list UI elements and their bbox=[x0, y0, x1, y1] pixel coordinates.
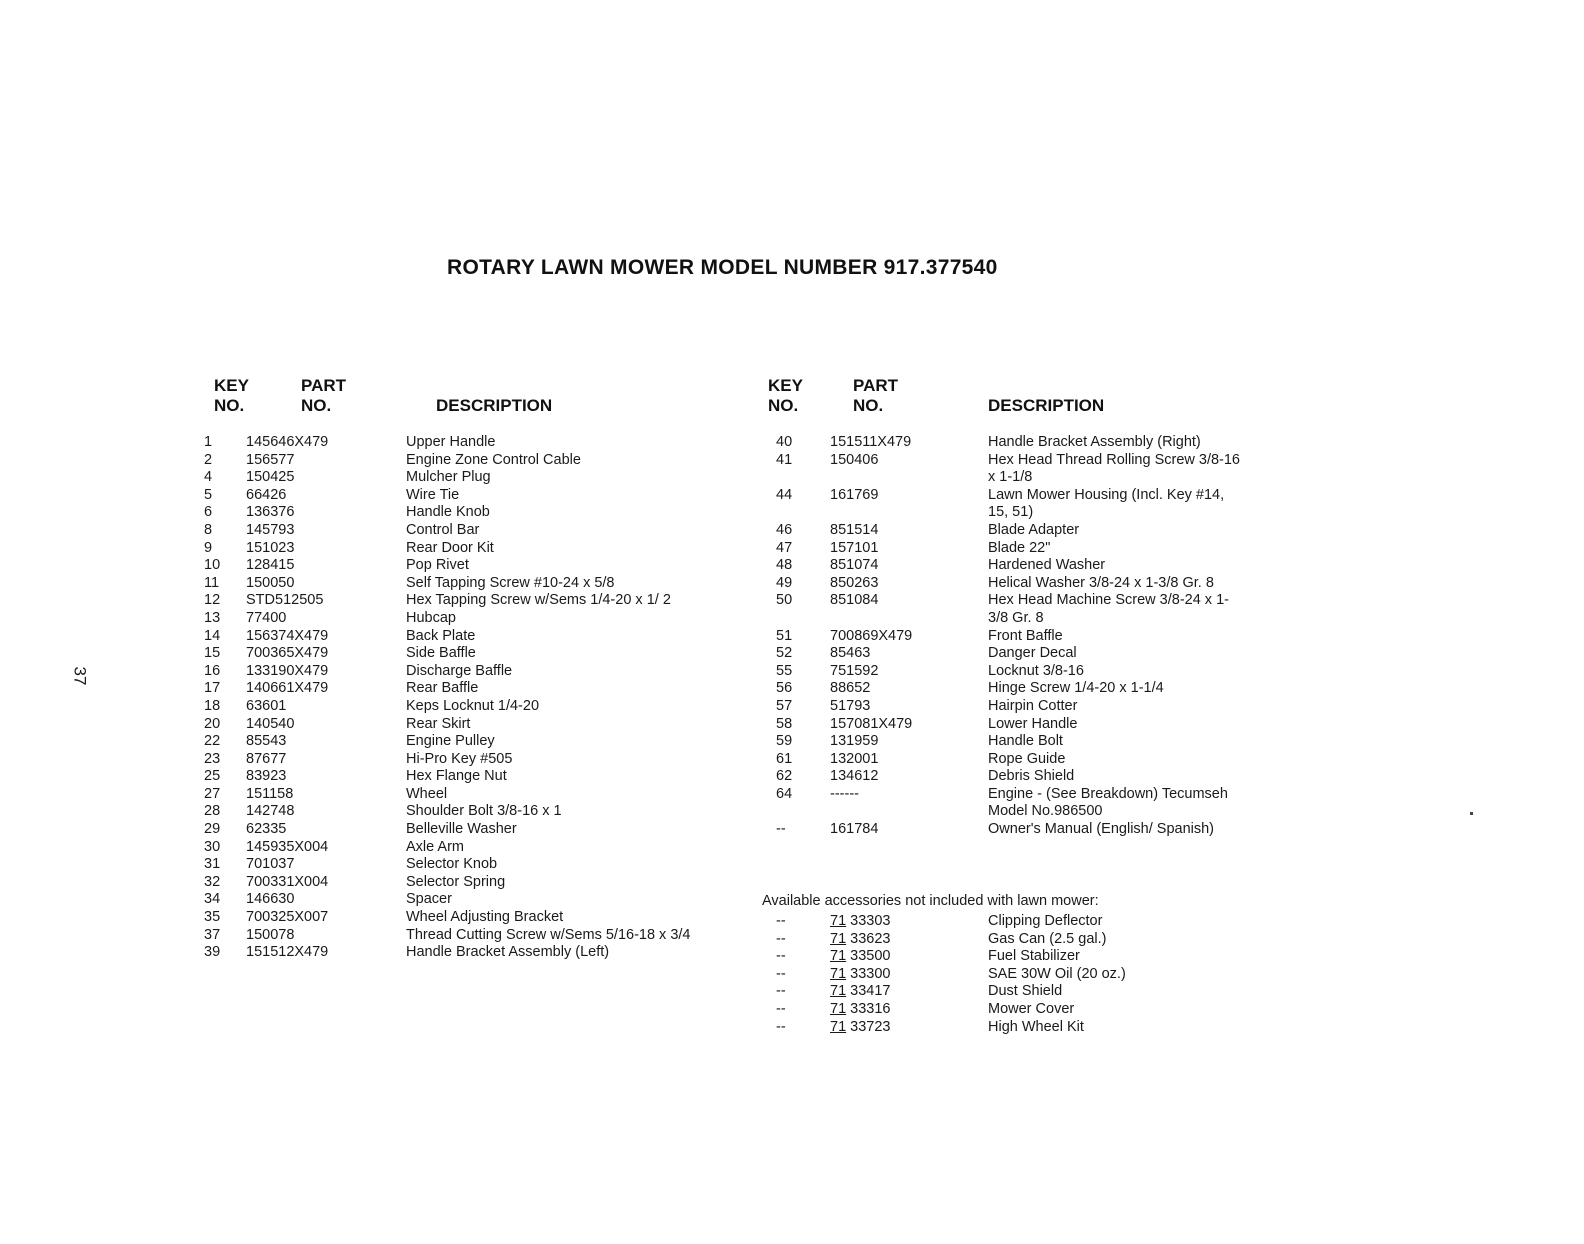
key-number: -- bbox=[776, 930, 786, 947]
table-row bbox=[776, 751, 1248, 769]
right-description-header: DESCRIPTION bbox=[988, 396, 1105, 415]
description: Wheel Adjusting Bracket bbox=[406, 909, 564, 926]
key-number: 5 bbox=[204, 486, 213, 503]
accessory-row bbox=[776, 948, 1248, 966]
part-number: 62335 bbox=[246, 821, 287, 838]
accessory-row bbox=[776, 1001, 1248, 1019]
part-number: 150406 bbox=[830, 451, 879, 468]
part-no-header-label: NO. bbox=[853, 396, 884, 415]
part-number: 851514 bbox=[830, 521, 879, 538]
part-prefix: 71 bbox=[830, 965, 847, 982]
part-number: 700869X479 bbox=[830, 627, 913, 644]
page-title: ROTARY LAWN MOWER MODEL NUMBER 917.377540 bbox=[447, 256, 998, 279]
description: Selector Knob bbox=[406, 856, 498, 873]
key-number: 29 bbox=[204, 821, 221, 838]
part-number bbox=[830, 913, 891, 931]
description: Hex Head Machine Screw 3/8-24 x 1-3/8 Gr. 8 bbox=[988, 592, 1229, 626]
description: Hardened Washer bbox=[988, 557, 1106, 574]
table-row bbox=[204, 540, 706, 558]
description: Axle Arm bbox=[406, 838, 465, 855]
key-number: 1 bbox=[204, 434, 213, 450]
table-row bbox=[204, 944, 706, 962]
table-row bbox=[204, 557, 706, 575]
key-number: 47 bbox=[776, 539, 793, 556]
part-number: 151511X479 bbox=[830, 434, 912, 450]
key-number: 56 bbox=[776, 680, 793, 697]
description: Owner's Manual (English/ Spanish) bbox=[988, 821, 1215, 838]
table-row bbox=[204, 663, 706, 681]
part-number: 851084 bbox=[830, 592, 879, 609]
table-row bbox=[776, 592, 1248, 627]
part-number: 140540 bbox=[246, 715, 295, 732]
key-number: 41 bbox=[776, 451, 793, 468]
key-number: 30 bbox=[204, 838, 221, 855]
part-number: 77400 bbox=[246, 609, 287, 626]
left-parts-table bbox=[204, 434, 706, 962]
description: Mower Cover bbox=[988, 1000, 1075, 1017]
description: Handle Knob bbox=[406, 504, 490, 521]
key-number: 57 bbox=[776, 697, 793, 714]
key-number: -- bbox=[776, 965, 786, 982]
part-number: 85463 bbox=[830, 645, 871, 662]
description: Handle Bolt bbox=[988, 733, 1063, 750]
part-suffix: 33417 bbox=[850, 983, 891, 1000]
left-key-header bbox=[214, 376, 249, 416]
table-row bbox=[204, 522, 706, 540]
key-number: 44 bbox=[776, 486, 793, 503]
part-number: 161769 bbox=[830, 486, 879, 503]
table-row bbox=[204, 716, 706, 734]
table-row bbox=[204, 821, 706, 839]
part-number: 156374X479 bbox=[246, 627, 329, 644]
description: Wire Tie bbox=[406, 486, 460, 503]
description: Rear Door Kit bbox=[406, 539, 494, 556]
part-number bbox=[830, 1019, 891, 1037]
description: Engine Zone Control Cable bbox=[406, 451, 581, 468]
accessory-row bbox=[776, 983, 1248, 1001]
key-number: -- bbox=[776, 983, 786, 1000]
part-header-label: PART bbox=[853, 376, 899, 395]
key-number: 6 bbox=[204, 504, 213, 521]
table-row bbox=[204, 768, 706, 786]
part-number: 142748 bbox=[246, 803, 295, 820]
part-number: 701037 bbox=[246, 856, 295, 873]
table-row bbox=[776, 645, 1248, 663]
part-number: 851074 bbox=[830, 557, 879, 574]
key-number: 58 bbox=[776, 715, 793, 732]
part-suffix: 33300 bbox=[850, 965, 891, 982]
part-prefix: 71 bbox=[830, 983, 847, 1000]
description: Discharge Baffle bbox=[406, 662, 513, 679]
table-row bbox=[776, 716, 1248, 734]
part-number: ------ bbox=[830, 785, 859, 802]
description: Upper Handle bbox=[406, 434, 496, 450]
accessory-row bbox=[776, 913, 1248, 931]
table-row bbox=[776, 540, 1248, 558]
table-row bbox=[204, 909, 706, 927]
accessories-table bbox=[776, 913, 1248, 1036]
description: Hex Tapping Screw w/Sems 1/4-20 x 1/ 2 bbox=[406, 592, 671, 609]
part-prefix: 71 bbox=[830, 948, 847, 965]
part-number: 87677 bbox=[246, 750, 287, 767]
description: Hubcap bbox=[406, 609, 456, 626]
part-number: 151023 bbox=[246, 539, 295, 556]
key-number: 62 bbox=[776, 768, 793, 785]
table-row bbox=[776, 786, 1248, 821]
table-row bbox=[204, 927, 706, 945]
part-number: 134612 bbox=[830, 768, 879, 785]
part-prefix: 71 bbox=[830, 1000, 847, 1017]
description: Blade Adapter bbox=[988, 521, 1080, 538]
part-number: 161784 bbox=[830, 821, 879, 838]
table-row bbox=[204, 469, 706, 487]
table-row bbox=[776, 628, 1248, 646]
part-number: 140661X479 bbox=[246, 680, 329, 697]
key-number: 11 bbox=[204, 574, 220, 591]
description: Hairpin Cotter bbox=[988, 697, 1078, 714]
key-number: 64 bbox=[776, 785, 793, 802]
part-number: 850263 bbox=[830, 574, 879, 591]
description: Rear Skirt bbox=[406, 715, 471, 732]
part-number: 145646X479 bbox=[246, 434, 329, 450]
table-row bbox=[204, 592, 706, 610]
part-number: 83923 bbox=[246, 768, 287, 785]
table-row bbox=[204, 733, 706, 751]
part-suffix: 33500 bbox=[850, 948, 891, 965]
key-number: 31 bbox=[204, 856, 221, 873]
part-number: 63601 bbox=[246, 697, 287, 714]
left-description-header: DESCRIPTION bbox=[436, 396, 553, 415]
description: Mulcher Plug bbox=[406, 469, 491, 486]
description: Clipping Deflector bbox=[988, 913, 1103, 929]
table-row bbox=[776, 663, 1248, 681]
description: Blade 22" bbox=[988, 539, 1051, 556]
part-number: 66426 bbox=[246, 486, 287, 503]
description: Selector Spring bbox=[406, 873, 506, 890]
key-number: 23 bbox=[204, 750, 221, 767]
part-number: 157101 bbox=[830, 539, 879, 556]
description: Rope Guide bbox=[988, 750, 1066, 767]
table-row bbox=[204, 680, 706, 698]
key-number: -- bbox=[776, 1018, 786, 1035]
key-number: 49 bbox=[776, 574, 793, 591]
description: High Wheel Kit bbox=[988, 1018, 1084, 1035]
part-number: 151512X479 bbox=[246, 944, 329, 961]
table-row bbox=[204, 786, 706, 804]
description: Engine Pulley bbox=[406, 733, 495, 750]
description: Shoulder Bolt 3/8-16 x 1 bbox=[406, 803, 562, 820]
table-row bbox=[776, 434, 1248, 452]
part-number: 136376 bbox=[246, 504, 295, 521]
description: Danger Decal bbox=[988, 645, 1077, 662]
table-row bbox=[776, 522, 1248, 540]
part-no-header-label: NO. bbox=[301, 396, 332, 415]
key-number: 59 bbox=[776, 733, 793, 750]
part-number: 157081X479 bbox=[830, 715, 913, 732]
key-number: 13 bbox=[204, 609, 221, 626]
part-number: 751592 bbox=[830, 662, 879, 679]
key-number: 20 bbox=[204, 715, 221, 732]
table-row bbox=[204, 645, 706, 663]
part-header-label: PART bbox=[301, 376, 347, 395]
key-number: 46 bbox=[776, 521, 793, 538]
part-number bbox=[830, 966, 891, 984]
description: Helical Washer 3/8-24 x 1-3/8 Gr. 8 bbox=[988, 574, 1214, 591]
key-number: 10 bbox=[204, 557, 221, 574]
part-prefix: 71 bbox=[830, 1018, 847, 1035]
description: Control Bar bbox=[406, 521, 480, 538]
scan-speck bbox=[1470, 812, 1473, 815]
part-number: 150078 bbox=[246, 926, 295, 943]
part-number: 133190X479 bbox=[246, 662, 329, 679]
table-row bbox=[776, 768, 1248, 786]
key-number: 2 bbox=[204, 451, 213, 468]
key-number: 14 bbox=[204, 627, 221, 644]
part-number: 51793 bbox=[830, 697, 871, 714]
key-number: 48 bbox=[776, 557, 793, 574]
key-number: 9 bbox=[204, 539, 213, 556]
table-row bbox=[776, 733, 1248, 751]
key-number: 50 bbox=[776, 592, 793, 609]
part-number: 85543 bbox=[246, 733, 287, 750]
description: Belleville Washer bbox=[406, 821, 517, 838]
key-number: -- bbox=[776, 1000, 786, 1017]
key-number: 51 bbox=[776, 627, 793, 644]
table-row bbox=[204, 698, 706, 716]
description: Back Plate bbox=[406, 627, 476, 644]
accessory-row bbox=[776, 931, 1248, 949]
description: Handle Bracket Assembly (Left) bbox=[406, 944, 610, 961]
description: Spacer bbox=[406, 891, 452, 908]
part-number bbox=[830, 1001, 891, 1019]
part-number: 700365X479 bbox=[246, 645, 329, 662]
key-no-header-label: NO. bbox=[768, 396, 799, 415]
table-row bbox=[776, 452, 1248, 487]
table-row bbox=[776, 557, 1248, 575]
description: Debris Shield bbox=[988, 768, 1075, 785]
description: Hex Flange Nut bbox=[406, 768, 507, 785]
table-row bbox=[204, 856, 706, 874]
part-number: 88652 bbox=[830, 680, 871, 697]
accessories-heading: Available accessories not included with lawn mower: bbox=[762, 893, 1099, 909]
page-number: 37 bbox=[70, 666, 90, 686]
key-number: 34 bbox=[204, 891, 221, 908]
key-number: 39 bbox=[204, 944, 221, 961]
part-suffix: 33303 bbox=[850, 913, 891, 929]
part-number: 146630 bbox=[246, 891, 295, 908]
part-number: 128415 bbox=[246, 557, 295, 574]
description: Keps Locknut 1/4-20 bbox=[406, 697, 540, 714]
part-number bbox=[830, 931, 891, 949]
key-number: 35 bbox=[204, 909, 221, 926]
key-number: 27 bbox=[204, 785, 221, 802]
part-number: 151158 bbox=[246, 785, 294, 802]
key-number: 18 bbox=[204, 697, 221, 714]
part-number: 150425 bbox=[246, 469, 295, 486]
description: Rear Baffle bbox=[406, 680, 479, 697]
key-number: -- bbox=[776, 948, 786, 965]
table-row bbox=[204, 610, 706, 628]
description: Front Baffle bbox=[988, 627, 1063, 644]
part-number: 145793 bbox=[246, 521, 295, 538]
key-number: 17 bbox=[204, 680, 221, 697]
part-number: 132001 bbox=[830, 750, 879, 767]
key-number: -- bbox=[776, 821, 786, 838]
key-header-label: KEY bbox=[214, 376, 249, 395]
part-number bbox=[830, 948, 891, 966]
left-part-header bbox=[301, 376, 346, 416]
table-row bbox=[204, 874, 706, 892]
right-key-header bbox=[768, 376, 803, 416]
description: Lawn Mower Housing (Incl. Key #14, 15, 51) bbox=[988, 486, 1225, 521]
key-number: 55 bbox=[776, 662, 793, 679]
table-row bbox=[204, 803, 706, 821]
key-number: 4 bbox=[204, 469, 213, 486]
description: Dust Shield bbox=[988, 983, 1063, 1000]
key-number: 22 bbox=[204, 733, 221, 750]
part-suffix: 33623 bbox=[850, 930, 891, 947]
table-row bbox=[204, 575, 706, 593]
table-row bbox=[204, 628, 706, 646]
key-number: 61 bbox=[776, 750, 793, 767]
key-number: 25 bbox=[204, 768, 221, 785]
right-parts-table bbox=[776, 434, 1248, 839]
description: Engine - (See Breakdown) Tecumseh Model No.986500 bbox=[988, 785, 1228, 820]
key-number: 8 bbox=[204, 521, 213, 538]
description: Wheel bbox=[406, 785, 448, 802]
table-row bbox=[204, 504, 706, 522]
table-row bbox=[204, 751, 706, 769]
description: SAE 30W Oil (20 oz.) bbox=[988, 965, 1126, 982]
description: Pop Rivet bbox=[406, 557, 469, 574]
table-row bbox=[204, 452, 706, 470]
table-row bbox=[776, 821, 1248, 839]
part-number: 145935X004 bbox=[246, 838, 329, 855]
part-prefix: 71 bbox=[830, 930, 847, 947]
description: Handle Bracket Assembly (Right) bbox=[988, 434, 1201, 450]
description: Fuel Stabilizer bbox=[988, 948, 1080, 965]
table-row bbox=[204, 434, 706, 452]
table-row bbox=[776, 575, 1248, 593]
description: Hinge Screw 1/4-20 x 1-1/4 bbox=[988, 680, 1164, 697]
table-row bbox=[204, 839, 706, 857]
key-no-header-label: NO. bbox=[214, 396, 245, 415]
part-number: 131959 bbox=[830, 733, 879, 750]
description: Locknut 3/8-16 bbox=[988, 662, 1084, 679]
key-number: 32 bbox=[204, 873, 221, 890]
part-prefix: 71 bbox=[830, 913, 847, 929]
description: Thread Cutting Screw w/Sems 5/16-18 x 3/4 bbox=[406, 926, 691, 943]
part-number: 156577 bbox=[246, 451, 295, 468]
description: Side Baffle bbox=[406, 645, 476, 662]
key-number: 40 bbox=[776, 434, 793, 450]
key-number: 12 bbox=[204, 592, 221, 609]
key-number: 28 bbox=[204, 803, 221, 820]
part-suffix: 33316 bbox=[850, 1000, 891, 1017]
part-suffix: 33723 bbox=[850, 1018, 891, 1035]
right-part-header bbox=[853, 376, 898, 416]
key-number: 37 bbox=[204, 926, 221, 943]
key-number: -- bbox=[776, 913, 786, 929]
part-number: 700331X004 bbox=[246, 873, 329, 890]
table-row bbox=[204, 487, 706, 505]
table-row bbox=[776, 680, 1248, 698]
description: Lower Handle bbox=[988, 715, 1078, 732]
key-number: 52 bbox=[776, 645, 793, 662]
part-number: STD512505 bbox=[246, 592, 324, 609]
accessory-row bbox=[776, 1019, 1248, 1037]
table-row bbox=[776, 698, 1248, 716]
description: Hex Head Thread Rolling Screw 3/8-16 x 1-1/8 bbox=[988, 451, 1241, 486]
part-number bbox=[830, 983, 891, 1001]
key-header-label: KEY bbox=[768, 376, 803, 395]
key-number: 16 bbox=[204, 662, 221, 679]
accessory-row bbox=[776, 966, 1248, 984]
key-number: 15 bbox=[204, 645, 221, 662]
description: Hi-Pro Key #505 bbox=[406, 750, 513, 767]
description: Self Tapping Screw #10-24 x 5/8 bbox=[406, 574, 615, 591]
table-row bbox=[204, 891, 706, 909]
description: Gas Can (2.5 gal.) bbox=[988, 930, 1107, 947]
part-number: 700325X007 bbox=[246, 909, 329, 926]
table-row bbox=[776, 487, 1248, 522]
part-number: 150050 bbox=[246, 574, 295, 591]
